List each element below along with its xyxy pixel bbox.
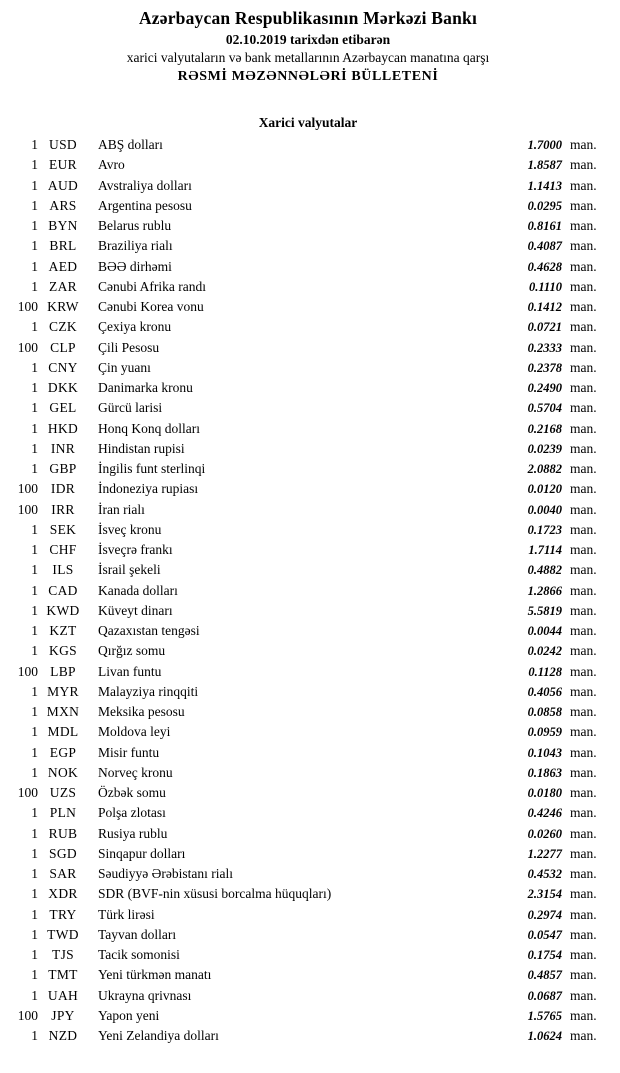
currency-quantity: 100	[17, 501, 38, 517]
currency-name: Qırğız somu	[98, 643, 166, 659]
currency-rate: 0.2168	[527, 421, 562, 436]
currency-quantity: 1	[31, 542, 38, 557]
currency-row	[10, 824, 606, 844]
currency-quantity: 1	[31, 177, 38, 193]
currency-name: Braziliya rialı	[98, 238, 173, 254]
currency-quantity: 1	[31, 967, 38, 983]
currency-unit: man.	[570, 764, 597, 780]
currency-code: EGP	[49, 744, 77, 760]
currency-row	[10, 500, 606, 520]
currency-rate: 0.4532	[527, 867, 562, 881]
currency-rate: 0.2974	[527, 907, 562, 922]
currency-row	[10, 702, 606, 722]
currency-name: Çin yuanı	[98, 359, 151, 375]
currency-quantity: 100	[17, 299, 38, 314]
currency-unit: man.	[570, 643, 597, 659]
currency-name: Polşa zlotası	[98, 805, 166, 821]
currency-code: MYR	[47, 683, 79, 699]
currency-code: NZD	[48, 1028, 78, 1043]
currency-code: CNY	[48, 359, 78, 375]
currency-unit: man.	[570, 582, 597, 598]
currency-row	[10, 257, 606, 277]
currency-unit: man.	[570, 987, 597, 1003]
currency-row	[10, 763, 606, 783]
currency-row	[10, 277, 606, 297]
currency-code: KGS	[49, 643, 77, 659]
currency-name: Cənubi Korea vonu	[98, 299, 204, 314]
currency-quantity: 1	[31, 440, 38, 456]
currency-rate: 0.4882	[527, 563, 562, 578]
currency-quantity: 1	[31, 764, 38, 780]
currency-code: KRW	[47, 299, 79, 314]
currency-name: Danimarka kronu	[98, 380, 193, 395]
currency-rate: 0.0721	[527, 320, 562, 335]
currency-unit: man.	[570, 845, 597, 861]
currency-quantity: 100	[17, 339, 38, 355]
currency-name: Çili Pesosu	[98, 339, 160, 355]
currency-name: İran rialı	[98, 501, 145, 517]
currency-quantity: 1	[31, 258, 38, 274]
currency-rate: 0.4056	[527, 684, 562, 699]
currency-rate: 0.0547	[527, 927, 562, 942]
currency-unit: man.	[570, 866, 597, 881]
currency-quantity: 1	[31, 582, 38, 598]
currency-name: Livan funtu	[98, 663, 162, 679]
currency-quantity: 100	[17, 785, 38, 800]
currency-unit: man.	[570, 724, 597, 740]
currency-name: Honq Konq dolları	[98, 420, 200, 436]
currency-row	[10, 236, 606, 256]
currency-name: Sinqapur dolları	[98, 845, 186, 861]
currency-rate: 1.2277	[527, 846, 562, 861]
currency-unit: man.	[570, 501, 597, 517]
currency-unit: man.	[570, 157, 597, 173]
currency-name: Hindistan rupisi	[98, 440, 185, 456]
currency-quantity: 1	[31, 400, 38, 416]
currency-code: NOK	[47, 764, 79, 780]
currency-name: Çexiya kronu	[98, 319, 172, 335]
currency-unit: man.	[570, 562, 597, 578]
currency-quantity: 1	[31, 825, 38, 841]
currency-code: BYN	[48, 218, 78, 233]
currency-code: IRR	[51, 501, 75, 517]
currency-row	[10, 905, 606, 925]
currency-quantity: 1	[31, 137, 38, 152]
currency-quantity: 1	[31, 805, 38, 821]
currency-rate: 1.7114	[528, 543, 562, 557]
currency-unit: man.	[570, 906, 597, 922]
currency-code: EUR	[49, 157, 77, 173]
currency-rate: 0.0120	[527, 482, 562, 497]
currency-quantity: 1	[31, 319, 38, 335]
subtitle-line: xarici valyutaların və bank metallarının Azərbaycan manatına qarşı	[126, 50, 490, 65]
currency-rate: 0.0180	[527, 786, 562, 800]
currency-rate: 0.1043	[527, 745, 562, 760]
currency-row	[10, 560, 606, 580]
currency-row	[10, 520, 606, 540]
currency-quantity: 1	[31, 704, 38, 719]
currency-code: PLN	[49, 805, 77, 821]
currency-code: GEL	[49, 400, 77, 416]
currency-row	[10, 945, 606, 965]
currency-rate: 0.2378	[527, 360, 562, 375]
currency-rate: 0.0242	[527, 644, 562, 659]
currency-code: XDR	[48, 886, 78, 902]
currency-code: SEK	[49, 521, 77, 537]
currency-row	[10, 419, 606, 439]
currency-unit: man.	[570, 218, 597, 233]
currency-unit: man.	[570, 967, 597, 983]
currency-row	[10, 1026, 606, 1046]
currency-row	[10, 338, 606, 358]
currency-quantity: 1	[31, 845, 38, 861]
currency-name: Özbək somu	[98, 785, 166, 800]
currency-unit: man.	[570, 339, 597, 355]
currency-rate: 0.1754	[527, 948, 562, 962]
currency-quantity: 1	[31, 866, 38, 881]
currency-row	[10, 297, 606, 317]
currency-quantity: 1	[31, 521, 38, 537]
currency-name: ABŞ dolları	[98, 137, 163, 152]
currency-quantity: 1	[31, 1028, 38, 1043]
currency-unit: man.	[570, 704, 597, 719]
currency-rate: 0.4246	[527, 806, 562, 821]
currency-name: Norveç kronu	[98, 764, 173, 780]
currency-code: IDR	[50, 481, 76, 497]
currency-rate: 0.1723	[527, 522, 562, 537]
currency-quantity: 1	[31, 420, 38, 436]
currency-unit: man.	[570, 825, 597, 841]
currency-rates-table	[10, 135, 606, 1046]
currency-unit: man.	[570, 1028, 597, 1043]
currency-name: Ukrayna qrivnası	[98, 987, 192, 1003]
currency-unit: man.	[570, 137, 597, 152]
currency-name: Avstraliya dolları	[98, 177, 192, 193]
currency-name: Türk lirəsi	[98, 906, 155, 922]
currency-row	[10, 317, 606, 337]
currency-row	[10, 743, 606, 763]
currency-unit: man.	[570, 805, 597, 821]
currency-name: Yapon yeni	[98, 1007, 160, 1023]
currency-row	[10, 358, 606, 378]
currency-quantity: 1	[31, 926, 38, 942]
currency-rate: 1.8587	[527, 158, 562, 173]
currency-quantity: 1	[31, 987, 38, 1003]
currency-code: MXN	[46, 704, 80, 719]
currency-name: Malayziya rinqqiti	[98, 683, 199, 699]
currency-row	[10, 641, 606, 661]
currency-row	[10, 925, 606, 945]
currency-name: Tacik somonisi	[98, 947, 180, 962]
currency-name: Tayvan dolları	[98, 926, 177, 942]
currency-unit: man.	[570, 926, 597, 942]
currency-unit: man.	[570, 420, 597, 436]
currency-unit: man.	[570, 440, 597, 456]
effective-date-line: 02.10.2019 tarixdən etibarən	[225, 32, 391, 47]
currency-code: TRY	[49, 906, 77, 922]
currency-quantity: 1	[31, 238, 38, 254]
currency-name: İngilis funt sterlinqi	[98, 461, 206, 476]
currency-unit: man.	[570, 258, 597, 274]
currency-rate: 1.1413	[527, 178, 562, 193]
currency-code: UAH	[47, 987, 79, 1003]
currency-unit: man.	[570, 319, 597, 335]
currency-unit: man.	[570, 461, 597, 476]
currency-rate: 0.0687	[527, 988, 562, 1003]
currency-row	[10, 459, 606, 479]
currency-name: Misir funtu	[98, 744, 160, 760]
currency-unit: man.	[570, 785, 597, 800]
currency-quantity: 1	[31, 724, 38, 740]
currency-row	[10, 378, 606, 398]
currency-name: Belarus rublu	[98, 218, 172, 233]
currency-rate: 0.0295	[527, 198, 562, 213]
currency-code: AED	[48, 258, 78, 274]
currency-rate: 0.0959	[527, 725, 562, 740]
currency-name: Cənubi Afrika randı	[98, 278, 206, 294]
currency-code: SAR	[49, 866, 77, 881]
currency-quantity: 1	[31, 157, 38, 173]
currency-quantity: 100	[17, 481, 38, 497]
currency-unit: man.	[570, 400, 597, 416]
currency-name: Meksika pesosu	[98, 704, 185, 719]
currency-unit: man.	[570, 197, 597, 213]
currency-code: SGD	[49, 845, 77, 861]
currency-rate: 0.0260	[527, 826, 562, 841]
currency-quantity: 1	[31, 197, 38, 213]
currency-unit: man.	[570, 177, 597, 193]
currency-quantity: 1	[31, 218, 38, 233]
currency-unit: man.	[570, 542, 597, 557]
currency-rate: 2.0882	[527, 462, 562, 476]
currency-code: TJS	[52, 947, 74, 962]
currency-quantity: 1	[31, 744, 38, 760]
currency-name: Kanada dolları	[98, 582, 178, 598]
currency-code: KWD	[46, 602, 80, 618]
currency-code: ILS	[52, 562, 74, 578]
currency-quantity: 100	[17, 663, 38, 679]
currency-row	[10, 540, 606, 560]
currency-quantity: 1	[31, 562, 38, 578]
currency-code: UZS	[49, 785, 77, 800]
currency-row	[10, 176, 606, 196]
currency-name: BƏƏ dirhəmi	[98, 258, 172, 274]
currency-rate: 0.0858	[527, 705, 562, 719]
currency-row	[10, 439, 606, 459]
currency-row	[10, 479, 606, 499]
currency-rate: 0.0044	[527, 624, 562, 638]
currency-rate: 0.4857	[527, 968, 562, 983]
currency-quantity: 1	[31, 278, 38, 294]
currency-row	[10, 783, 606, 803]
currency-row	[10, 216, 606, 236]
currency-code: USD	[49, 137, 77, 152]
currency-row	[10, 864, 606, 884]
currency-code: MDL	[47, 724, 79, 740]
currency-rate: 0.2333	[527, 340, 562, 355]
currency-unit: man.	[570, 238, 597, 254]
currency-unit: man.	[570, 947, 597, 962]
currency-row	[10, 621, 606, 641]
section-title-foreign-currencies: Xarici valyutalar	[258, 115, 358, 130]
currency-rate: 0.0040	[527, 502, 562, 517]
currency-rate: 1.2866	[527, 583, 562, 598]
currency-row	[10, 722, 606, 742]
currency-code: ZAR	[49, 278, 77, 294]
header	[10, 8, 606, 85]
currency-rate: 1.0624	[527, 1029, 562, 1043]
currency-quantity: 1	[31, 380, 38, 395]
currency-name: İsveç kronu	[98, 521, 162, 537]
currency-rate: 0.8161	[527, 219, 562, 233]
currency-code: CLP	[50, 339, 76, 355]
currency-rate: 0.4087	[527, 239, 562, 254]
currency-code: DKK	[47, 380, 79, 395]
currency-unit: man.	[570, 663, 597, 679]
currency-code: ARS	[49, 197, 77, 213]
currency-rate: 0.1412	[527, 300, 562, 314]
currency-rate: 0.1128	[528, 664, 562, 679]
currency-code: CHF	[49, 542, 77, 557]
currency-row	[10, 135, 606, 155]
currency-rate: 0.1110	[529, 279, 562, 294]
currency-code: TWD	[47, 926, 79, 942]
currency-unit: man.	[570, 299, 597, 314]
currency-row	[10, 682, 606, 702]
currency-unit: man.	[570, 481, 597, 497]
currency-name: Gürcü larisi	[98, 400, 163, 416]
currency-row	[10, 844, 606, 864]
currency-row	[10, 884, 606, 904]
currency-name: Avro	[98, 157, 125, 173]
currency-quantity: 1	[31, 602, 38, 618]
currency-code: GBP	[49, 461, 77, 476]
currency-quantity: 1	[31, 359, 38, 375]
bank-title: Azərbaycan Respublikasının Mərkəzi Bankı	[138, 8, 478, 28]
currency-code: KZT	[49, 623, 77, 638]
currency-rate: 0.2490	[527, 381, 562, 395]
currency-row	[10, 196, 606, 216]
currency-code: HKD	[47, 420, 79, 436]
currency-code: INR	[50, 440, 76, 456]
currency-code: RUB	[48, 825, 78, 841]
currency-quantity: 1	[31, 683, 38, 699]
currency-unit: man.	[570, 602, 597, 618]
currency-name: Yeni Zelandiya dolları	[98, 1028, 219, 1043]
currency-rate: 1.7000	[527, 138, 562, 152]
currency-row	[10, 965, 606, 985]
currency-name: Səudiyyə Ərəbistanı rialı	[98, 866, 233, 881]
currency-unit: man.	[570, 623, 597, 638]
currency-name: Qazaxıstan tengəsi	[98, 623, 200, 638]
currency-name: İsrail şekeli	[98, 562, 161, 578]
currency-name: SDR (BVF-nin xüsusi borcalma hüquqları)	[98, 886, 332, 902]
currency-row	[10, 601, 606, 621]
currency-row	[10, 581, 606, 601]
currency-rate: 0.0239	[527, 441, 562, 456]
currency-row	[10, 662, 606, 682]
currency-code: CAD	[48, 582, 78, 598]
currency-code: CZK	[49, 319, 77, 335]
currency-name: Rusiya rublu	[98, 825, 168, 841]
currency-rate: 0.5704	[527, 401, 562, 416]
currency-code: TMT	[48, 967, 78, 983]
currency-unit: man.	[570, 1007, 597, 1023]
currency-unit: man.	[570, 278, 597, 294]
currency-name: Yeni türkmən manatı	[98, 967, 212, 983]
currency-quantity: 1	[31, 947, 38, 962]
currency-unit: man.	[570, 744, 597, 760]
currency-code: JPY	[51, 1007, 75, 1023]
currency-unit: man.	[570, 521, 597, 537]
currency-row	[10, 986, 606, 1006]
currency-quantity: 1	[31, 643, 38, 659]
currency-name: İndoneziya rupiası	[98, 481, 199, 497]
currency-quantity: 100	[17, 1007, 38, 1023]
currency-row	[10, 1006, 606, 1026]
currency-quantity: 1	[31, 886, 38, 902]
currency-unit: man.	[570, 886, 597, 902]
currency-name: Argentina pesosu	[98, 197, 192, 213]
currency-quantity: 1	[31, 623, 38, 638]
currency-row	[10, 803, 606, 823]
currency-rate: 2.3154	[527, 887, 562, 902]
currency-code: BRL	[49, 238, 77, 254]
currency-unit: man.	[570, 380, 597, 395]
currency-rate: 1.5765	[527, 1008, 562, 1023]
currency-name: Küveyt dinarı	[98, 602, 173, 618]
currency-name: Moldova leyi	[98, 724, 171, 740]
currency-rate: 0.4628	[527, 259, 562, 274]
currency-quantity: 1	[31, 461, 38, 476]
currency-name: İsveçrə frankı	[98, 542, 173, 557]
currency-unit: man.	[570, 359, 597, 375]
currency-rate: 5.5819	[527, 603, 562, 618]
currency-unit: man.	[570, 683, 597, 699]
currency-code: AUD	[47, 177, 79, 193]
bulletin-title: RƏSMİ MƏZƏNNƏLƏRİ BÜLLETENİ	[177, 69, 439, 84]
currency-row	[10, 398, 606, 418]
currency-quantity: 1	[31, 906, 38, 922]
currency-row	[10, 155, 606, 175]
currency-code: LBP	[50, 663, 76, 679]
currency-rate: 0.1863	[527, 765, 562, 780]
